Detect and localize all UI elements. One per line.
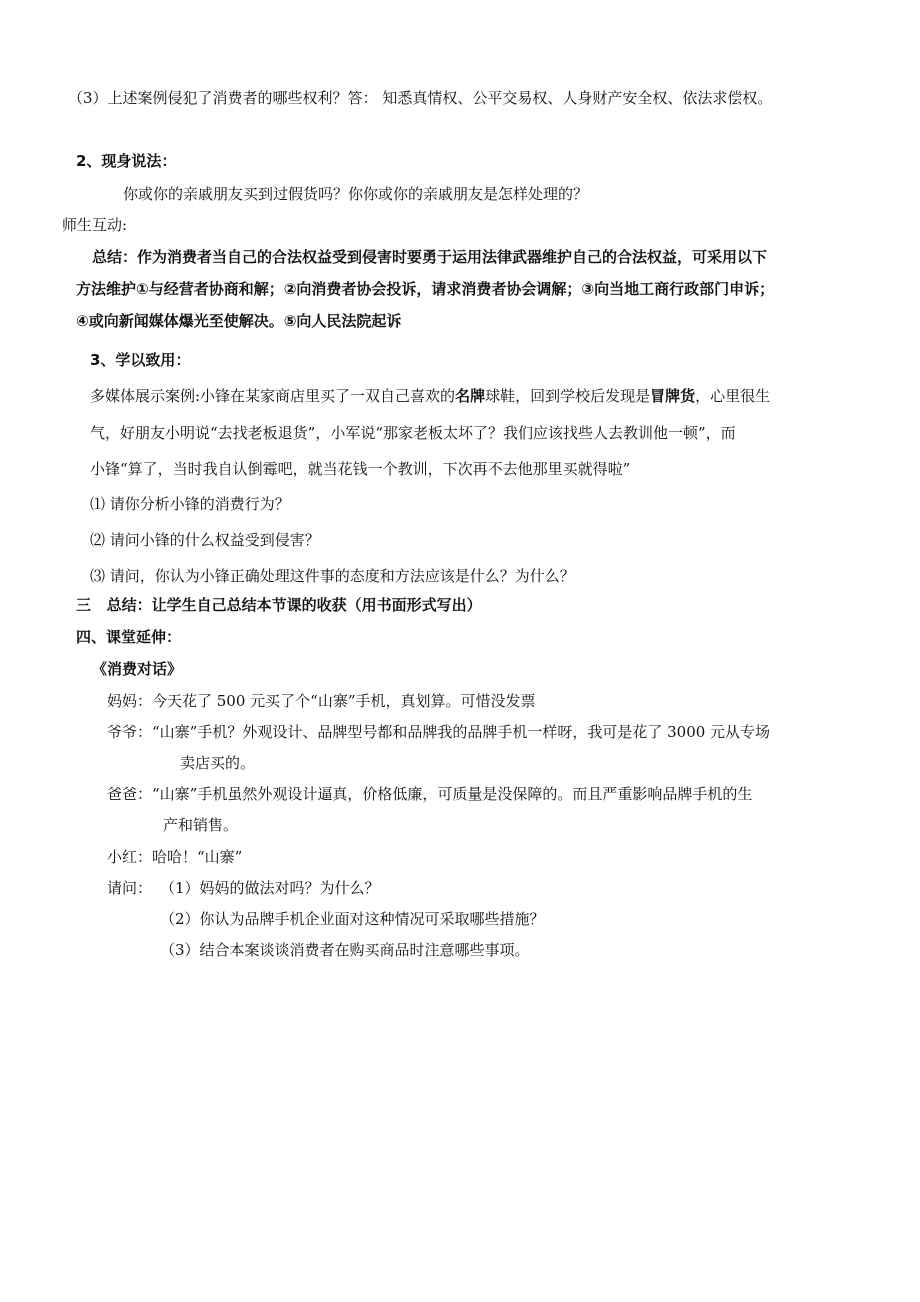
dialog-dad-1: 爸爸：“山寨”手机虽然外观设计逼真，价格低廉，可质量是没保障的。而且严重影响品牌手机的生: [107, 785, 753, 803]
extension-heading: 四、课堂延伸：: [76, 628, 182, 646]
case-text-brand: 名牌: [455, 387, 486, 405]
dialog-dad-2: 产和销售。: [163, 816, 239, 834]
dialog-grandpa-1: 爷爷：“山寨”手机？外观设计、品牌型号都和品牌我的品牌手机一样呀，我可是花了 3000 元从专场: [107, 723, 771, 741]
case-text-fake: 冒牌货: [650, 387, 696, 405]
case-line-3: 小锋“算了，当时我自认倒霉吧，就当花钱一个教训，下次再不去他那里买就得啦”: [90, 460, 631, 478]
section2-question: 你或你的亲戚朋友买到过假货吗？你你或你的亲戚朋友是怎样处理的？: [123, 185, 589, 203]
dialog-title: 《消费对话》: [92, 660, 183, 678]
summary-line-2: 方法维护①与经营者协商和解；②向消费者协会投诉，请求消费者协会调解；③向当地工商行政部门申诉；: [76, 280, 775, 298]
ask-question-1: （1）妈妈的做法对吗？为什么？: [160, 879, 380, 897]
ask-question-3: （3）结合本案谈谈消费者在购买商品时注意哪些事项。: [160, 941, 530, 959]
interaction-label: 师生互动:: [62, 216, 128, 234]
dialog-grandpa-2: 卖店买的。: [180, 754, 256, 772]
summary-line-3: ④或向新闻媒体爆光至使解决。⑤向人民法院起诉: [76, 312, 402, 330]
summary-line-1: 总结：作为消费者当自己的合法权益受到侵害时要勇于运用法律武器维护自己的合法权益，可采用以下: [92, 248, 768, 266]
case-text-a: 多媒体展示案例:小锋在某家商店里买了一双自己喜欢的: [90, 387, 456, 405]
case-line-2: 气，好朋友小明说“去找老板退货”，小军说“那家老板太坏了？我们应该找些人去教训他一顿”，而: [90, 424, 736, 442]
case-line-1: [90, 386, 770, 406]
section2-heading: 2、现身说法：: [76, 152, 177, 170]
rights-answer-line: （3）上述案例侵犯了消费者的哪些权利？答： 知悉真情权、公平交易权、人身财产安全权、依法求偿权。: [68, 89, 773, 107]
question-1: ⑴ 请你分析小锋的消费行为？: [90, 495, 290, 513]
question-2: ⑵ 请问小锋的什么权益受到侵害？: [90, 531, 320, 549]
ask-label: 请问：: [107, 879, 153, 897]
dialog-mom: 妈妈：今天花了 500 元买了个“山寨”手机，真划算。可惜没发票: [107, 692, 536, 710]
case-text-e: ，心里很生: [695, 387, 771, 405]
ask-question-2: （2）你认为品牌手机企业面对这种情况可采取哪些措施？: [160, 910, 545, 928]
section3-heading: 3、学以致用：: [90, 351, 191, 369]
dialog-xiaohong: 小红：哈哈！“山寨”: [107, 848, 243, 866]
case-text-c: 球鞋，回到学校后发现是: [485, 387, 651, 405]
summary-section-heading: 三 总结：让学生自己总结本节课的收获（用书面形式写出）: [76, 596, 482, 614]
question-3: ⑶ 请问，你认为小锋正确处理这件事的态度和方法应该是什么？为什么？: [90, 567, 575, 585]
